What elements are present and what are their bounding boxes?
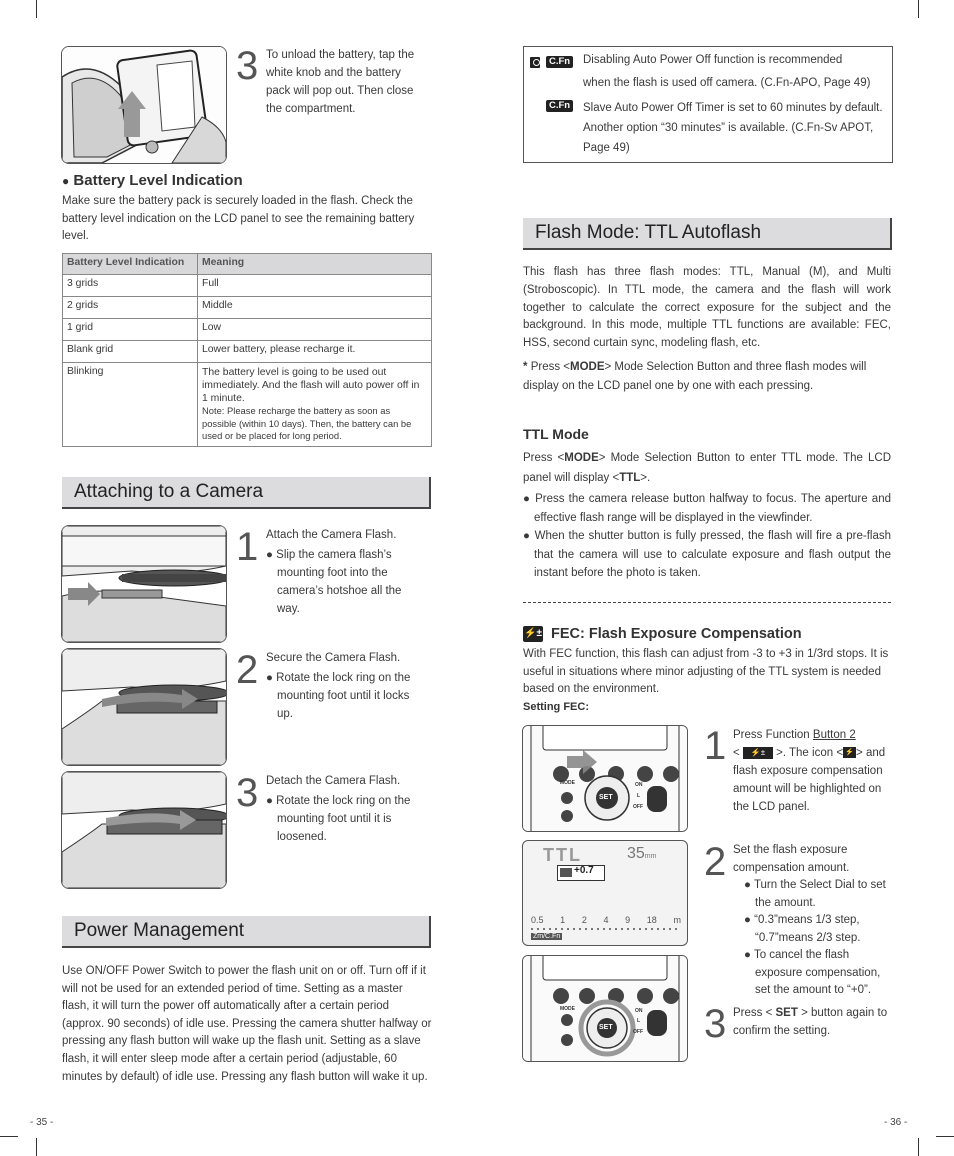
attach-step1-number: 1 [236, 525, 259, 569]
set-button-label: SET [599, 1024, 613, 1031]
table-cell: 2 grids [63, 297, 198, 319]
flash-mode-section-bar [523, 218, 892, 250]
asterisk: * [523, 361, 528, 373]
table-cell: Lower battery, please recharge it. [198, 341, 432, 363]
lcd-scale-bar [531, 928, 681, 930]
set-button-label: SET [599, 794, 613, 801]
table-row [63, 363, 432, 447]
fec-step2-text [733, 842, 893, 1000]
battery-level-table [62, 253, 432, 447]
cfn-badge-2: C.Fn [546, 100, 573, 112]
fec-heading: FEC: Flash Exposure Compensation [551, 626, 802, 642]
mode-label: MODE [560, 780, 575, 786]
fec-step3-number: 3 [704, 1002, 727, 1046]
l-label: L [637, 1018, 641, 1024]
power-text: Use ON/OFF Power Switch to power the flash unit on or off. Turn off if it will not be used for an extended period of time. Setting as a master flash, it will turn the power off automatically after a certain period (approx. 90 seconds) of idle use. Pressing the camera shutter halfway or pressing any flash button will wake up the flash unit. Setting as a slave flash, it will enter sleep mode after a certain period (adjustable, 60 minutes by default) of idle use. Pressing any flash button will wake it up. [62, 965, 432, 1083]
attach-step2-number: 2 [236, 648, 259, 692]
blinking-note: Note: Please recharge the battery as soon as possible (within 10 days). Then, the battery can be used or be placed for long period. [202, 405, 412, 441]
fec-step1-number: 1 [704, 724, 727, 768]
attach-step2-text [266, 649, 426, 723]
attach-step1-bullet: ● Slip the camera flash’s mounting foot into the camera’s hotshoe all the way. [266, 549, 402, 615]
note-line2: Slave Auto Power Off Timer is set to 60 minutes by default. Another option “30 minutes” is available. (C.Fn-Sv APOT, Page 49) [583, 102, 883, 154]
attach-step3-text [266, 772, 426, 846]
table-row [63, 319, 432, 341]
attach-step3-illustration [61, 771, 227, 889]
fec-step1-text: Press Function Button 2 < ⚡± >. The icon < ⚡ > and flash exposure compensation amount will be highlighted on the LCD panel. [733, 729, 886, 813]
table-header-indication: Battery Level Indication [63, 254, 198, 275]
battery-unload-illustration [61, 46, 227, 164]
attach-step2-illustration [61, 648, 227, 766]
table-cell: Full [198, 275, 432, 297]
crop-mark-bottom-left [18, 1138, 37, 1156]
fec-panel-step1-illustration [522, 725, 688, 832]
lcd-fec-icon [560, 868, 572, 877]
setting-fec-label: Setting FEC: [523, 701, 589, 713]
table-cell [198, 363, 432, 447]
info-icon-dot [533, 59, 540, 66]
note-line1a: Disabling Auto Power Off function is recommended [583, 54, 843, 66]
table-cell: Middle [198, 297, 432, 319]
table-row [63, 341, 432, 363]
list-item: ● Press the camera release button halfway to focus. The aperture and effective flash range will be displayed in the viewfinder. [523, 493, 891, 524]
fec-step2-number: 2 [704, 840, 727, 884]
attach-step2-title: Secure the Camera Flash. [266, 652, 401, 664]
bullet-dot: ● [62, 174, 70, 188]
mode-label: MODE [560, 1006, 575, 1012]
crop-mark-left-bottom-h [0, 1136, 18, 1138]
list-item: ● Turn the Select Dial to set the amount. [744, 879, 886, 909]
attach-step2-bullet: ● Rotate the lock ring on the mounting foot until it locks up. [266, 672, 411, 720]
flash-mode-intro: This flash has three flash modes: TTL, Manual (M), and Multi (Stroboscopic). In TTL mode, the camera and the flash will work together to calculate the correct exposure for the subject and the background. In this mode, multiple TTL functions are available: FEC, HSS, second curtain sync, modeling flash, etc. [523, 266, 891, 350]
table-cell: Low [198, 319, 432, 341]
crop-mark-top-right [918, 0, 937, 18]
crop-mark-bottom-right [918, 1138, 937, 1156]
fec-text: With FEC function, this flash can adjust from -3 to +3 in 1/3rd stops. It is useful in situations where minor adjusting of the TTL system is needed based on the environment. [523, 648, 889, 696]
attach-step3-title: Detach the Camera Flash. [266, 775, 401, 787]
off-label: OFF [633, 1029, 643, 1035]
crop-mark-top-left [18, 0, 37, 18]
fec-icon: ⚡± [523, 626, 543, 642]
on-label: ON [635, 782, 643, 788]
attaching-section-bar [62, 477, 431, 509]
fec-step3-text: Press < SET > button again to confirm the setting. [733, 1007, 888, 1037]
power-title: Power Management [74, 920, 245, 941]
ttl-mode-bullets [523, 490, 891, 583]
attach-step1-text [266, 526, 426, 618]
fec-small-icon: ⚡ [843, 747, 856, 758]
table-row [63, 275, 432, 297]
fec-button-icon: ⚡± [743, 747, 773, 759]
table-cell: Blank grid [63, 341, 198, 363]
table-cell: 3 grids [63, 275, 198, 297]
cfn-badge-1: C.Fn [546, 56, 573, 68]
fec-panel-step3-illustration [522, 955, 688, 1062]
table-header-meaning: Meaning [198, 254, 432, 275]
table-cell: Blinking [63, 363, 198, 447]
list-item: ● When the shutter button is fully pressed, the flash will fire a pre-flash that the camera will use to calculate exposure and flash output the instant before the photo is taken. [523, 530, 891, 579]
l-label: L [637, 793, 641, 799]
power-section-bar [62, 916, 431, 948]
attach-step3-bullet: ● Rotate the lock ring on the mounting foot until it is loosened. [266, 795, 411, 843]
lcd-scale: 0.5 1 2 4 9 18 m [531, 915, 681, 925]
battery-level-heading: ● Battery Level Indication [62, 172, 243, 189]
attach-step1-illustration [61, 525, 227, 643]
table-row [63, 297, 432, 319]
right-page-number: - 36 - [884, 1117, 908, 1128]
dashed-divider [523, 602, 891, 603]
note-box [523, 46, 893, 163]
lcd-func-label: Zm/C.Fn [533, 933, 561, 940]
ttl-mode-paragraph: Press <MODE> Mode Selection Button to enter TTL mode. The LCD panel will display <TTL>. [523, 452, 892, 484]
unload-step-text: To unload the battery, tap the white knob and the battery pack will pop out. Then close the compartment. [266, 49, 415, 115]
on-label: ON [635, 1008, 643, 1014]
list-item: ● To cancel the flash exposure compensation, set the amount to “+0”. [744, 949, 881, 996]
unload-step-number: 3 [236, 44, 259, 88]
fec-lcd-illustration [522, 840, 688, 946]
note-line1b: when the flash is used off camera. (C.Fn-APO, Page 49) [583, 77, 871, 89]
left-page-number: - 35 - [30, 1117, 54, 1128]
table-cell: 1 grid [63, 319, 198, 341]
flash-mode-title: Flash Mode: TTL Autoflash [535, 222, 762, 243]
list-item: ● “0.3”means 1/3 step, “0.7”means 2/3 step. [744, 914, 861, 944]
attach-step3-number: 3 [236, 771, 259, 815]
crop-mark-right-bottom-h [936, 1136, 954, 1138]
ttl-mode-heading: TTL Mode [523, 426, 589, 442]
table-header-row [63, 254, 432, 275]
battery-level-intro: Make sure the battery pack is securely loaded in the flash. Check the battery level indication on the LCD panel to see the remaining battery level. [62, 195, 415, 243]
off-label: OFF [633, 804, 643, 810]
lcd-fec-value: +0.7 [574, 865, 594, 876]
flash-mode-note: * Press <MODE> Mode Selection Button and three flash modes will display on the LCD panel one by one with each pressing. [523, 361, 867, 392]
attaching-title: Attaching to a Camera [74, 481, 264, 502]
attach-step1-title: Attach the Camera Flash. [266, 529, 397, 541]
lcd-ttl: TTL [543, 845, 582, 865]
lcd-zoom: 35mm [627, 845, 657, 862]
fec-step2-title: Set the flash exposure compensation amount. [733, 844, 850, 874]
blinking-meaning: The battery level is going to be used out immediately. And the flash will auto power off in 1 minute. [202, 367, 420, 404]
